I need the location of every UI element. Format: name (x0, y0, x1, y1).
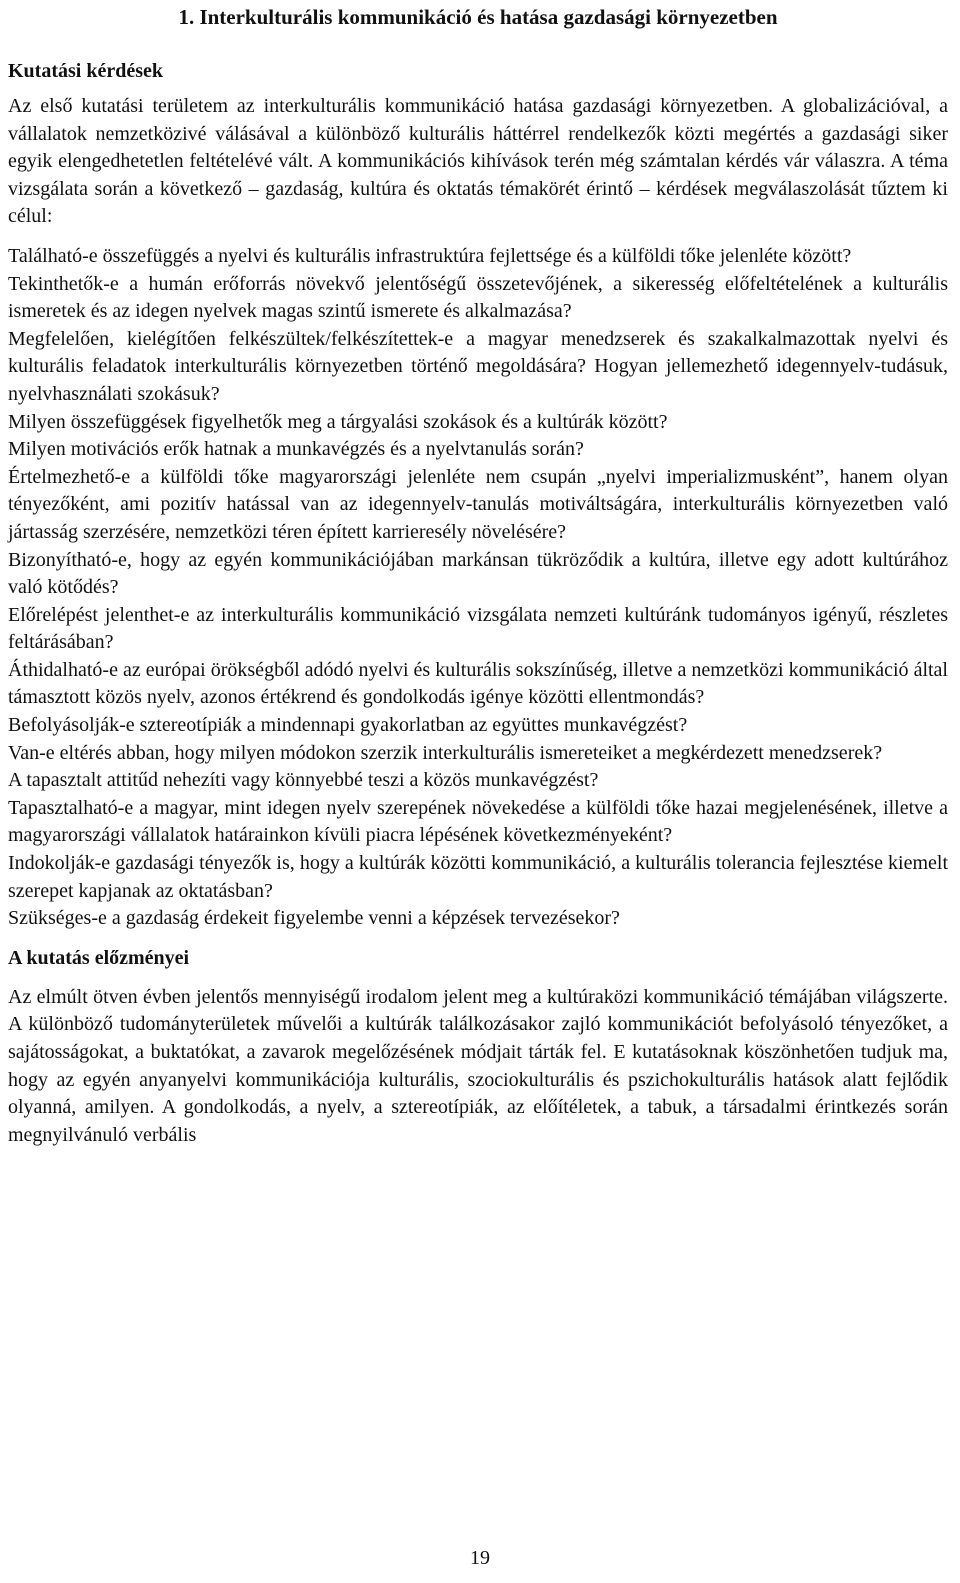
section-heading-research-questions: Kutatási kérdések (8, 60, 163, 82)
research-question: Milyen összefüggések figyelhetők meg a tárgyalási szokások és a kultúrák között? (8, 410, 668, 433)
document-page (8, 0, 948, 1149)
research-question: Értelmezhető-e a külföldi tőke magyarországi jelenléte nem csupán „nyelvi imperializmusként”, hanem olyan tényezőként, ami pozitív hatással van az idegennyelv-tanulás motiváltságára, interkulturális környezetben való jártasság szerzésére, nemzetközi téren épített karrieresély növelésére? (8, 465, 948, 543)
research-question: Tapasztalható-e a magyar, mint idegen nyelv szerepének növekedése a külföldi tőke hazai megjelenésének, illetve a magyarországi vállalatok határainkon kívüli piacra lépésének következményeként? (8, 796, 948, 847)
research-question: Előrelépést jelenthet-e az interkulturális kommunikáció vizsgálata nemzeti kultúránk tudományos igényű, részletes feltárásában? (8, 603, 948, 654)
intro-paragraph: Az első kutatási területem az interkulturális kommunikáció hatása gazdasági környezetben. A globalizációval, a vállalatok nemzetközivé válásával a különböző kulturális háttérrel rendelkezők közti megértés a gazdasági siker egyik elengedhetetlen feltételévé vált. A kommunikációs kihívások terén még számtalan kérdés vár válaszra. A téma vizsgálata során a következő – gazdaság, kultúra és oktatás témakörét érintő – kérdések megválaszolását tűztem ki célul: (8, 95, 948, 228)
research-question: Befolyásolják-e sztereotípiák a mindennapi gyakorlatban az együttes munkavégzést? (8, 714, 688, 737)
chapter-title: 1. Interkulturális kommunikáció és hatása gazdasági környezetben (178, 5, 778, 29)
research-question: Milyen motivációs erők hatnak a munkavégzés és a nyelvtanulás során? (8, 438, 584, 461)
research-question: A tapasztalt attitűd nehezíti vagy könnyebbé teszi a közös munkavégzést? (8, 769, 599, 792)
section-heading-background: A kutatás előzményei (8, 946, 190, 969)
research-question: Szükséges-e a gazdaság érdekeit figyelembe venni a képzések tervezésekor? (8, 907, 620, 930)
research-question: Bizonyítható-e, hogy az egyén kommunikációjában markánsan tükröződik a kultúra, illetve egy adott kultúrához való kötődés? (8, 548, 948, 599)
research-question: Megfelelően, kielégítően felkészültek/felkészítettek-e a magyar menedzserek és szakalkalmazottak nyelvi és kulturális feladatok interkulturális környezetben történő megoldására? Hogyan jellemezhető idegennyelv-tudásuk, nyelvhasználati szokásuk? (8, 327, 948, 405)
background-paragraph: Az elmúlt ötven évben jelentős mennyiségű irodalom jelent meg a kultúraközi kommunikáció témájában világszerte. A különböző tudományterületek művelői a kultúrák találkozásakor zajló kommunikációt befolyásoló tényezőket, a sajátosságokat, a buktatókat, a zavarok megelőzésének módjait tárták fel. E kutatásoknak köszönhetően tudjuk ma, hogy az egyén anyanyelvi kommunikációja kulturális, szociokulturális és pszichokulturális hatások alatt fejlődik olyanná, amilyen. A gondolkodás, a nyelv, a sztereotípiák, az előítéletek, a tabuk, a társadalmi érintkezés során megnyilvánuló verbális (8, 985, 948, 1146)
research-question: Tekinthetők-e a humán erőforrás növekvő jelentőségű összetevőjének, a sikeresség előfeltételének a kulturális ismeretek és az idegen nyelvek magas szintű ismerete és alkalmazása? (8, 272, 948, 323)
research-questions-list (8, 243, 948, 933)
page-number: 19 (470, 1547, 490, 1569)
research-question: Található-e összefüggés a nyelvi és kulturális infrastruktúra fejlettsége és a külföldi tőke jelenléte között? (8, 244, 852, 267)
research-question: Áthidalható-e az európai örökségből adódó nyelvi és kulturális sokszínűség, illetve a nemzetközi kommunikáció által támasztott közös nyelv, azonos értékrend és gondolkodás igénye közötti ellentmondás? (8, 658, 948, 709)
research-question: Van-e eltérés abban, hogy milyen módokon szerzik interkulturális ismereteiket a megkérdezett menedzserek? (8, 741, 883, 764)
research-question: Indokolják-e gazdasági tényezők is, hogy a kultúrák közötti kommunikáció, a kulturális tolerancia fejlesztése kiemelt szerepet kapjanak az oktatásban? (8, 852, 948, 902)
